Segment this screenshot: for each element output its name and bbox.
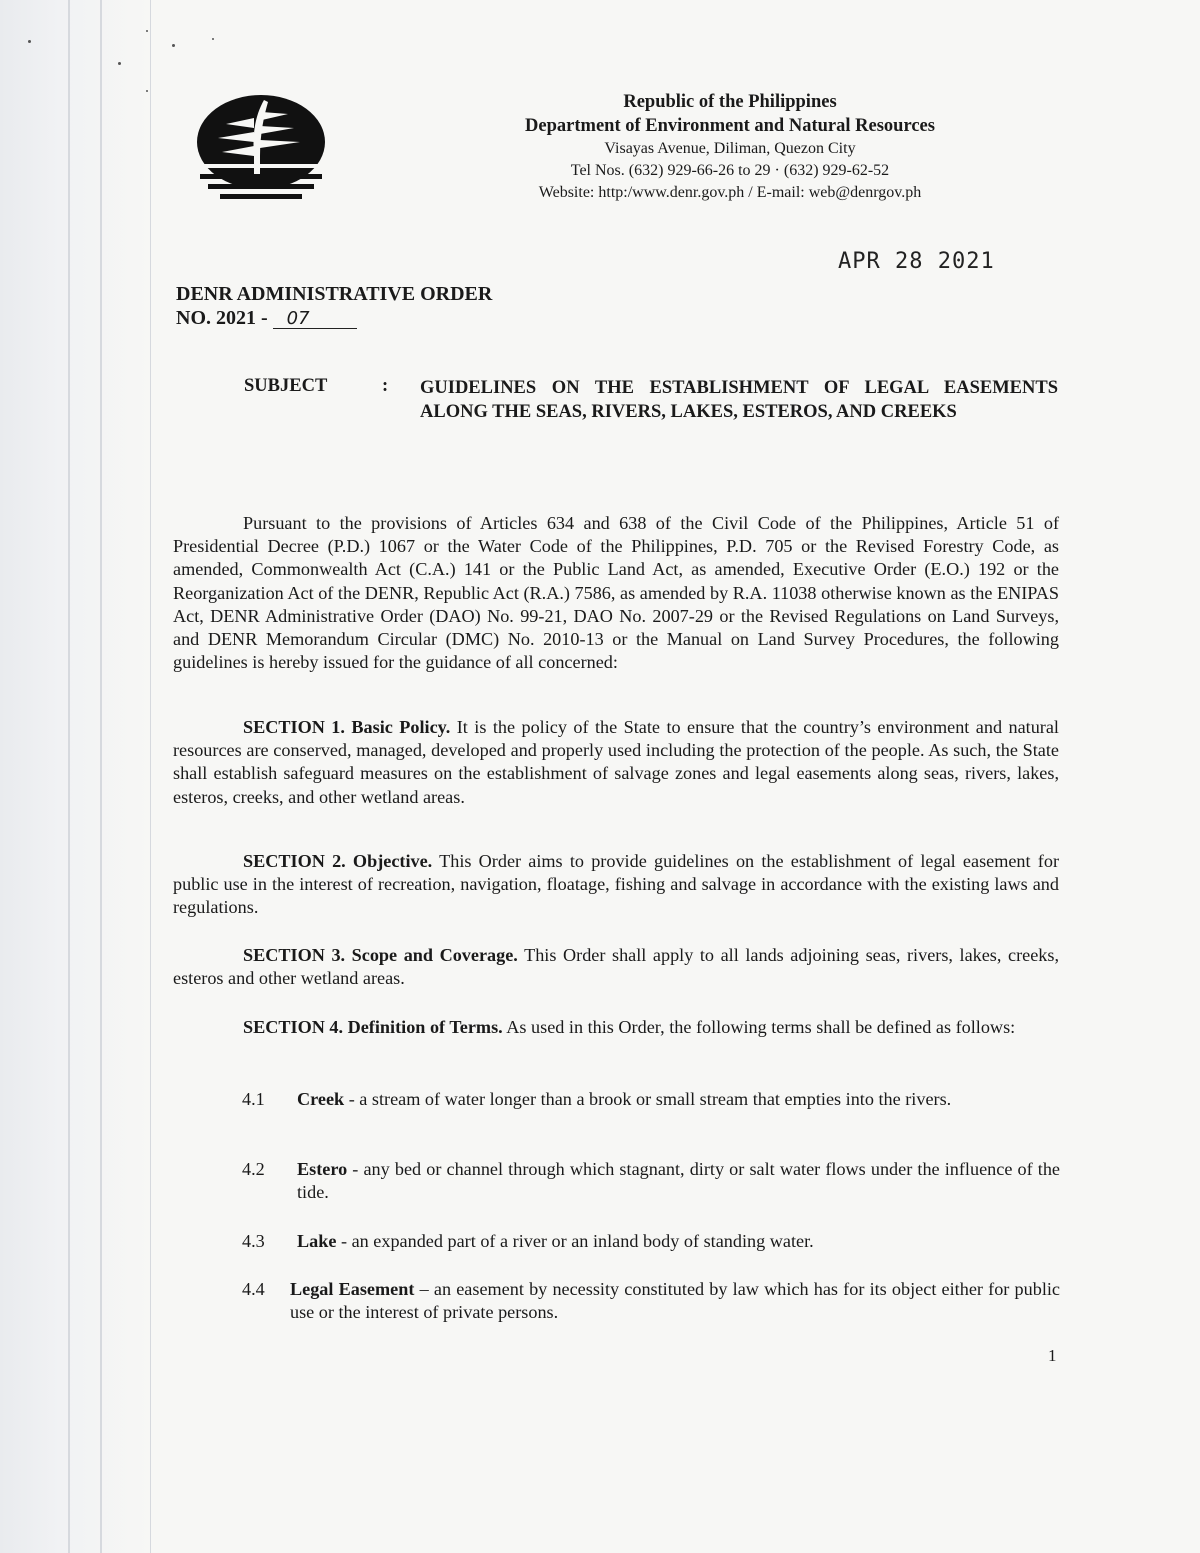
- definition-text: - a stream of water longer than a brook or small stream that empties into the rivers.: [344, 1089, 952, 1109]
- section-heading: SECTION 2. Objective.: [243, 851, 433, 871]
- scan-speck: [28, 40, 31, 43]
- definition-item: [242, 1278, 1060, 1324]
- definition-body: [297, 1230, 1060, 1253]
- letterhead-address: Visayas Avenue, Diliman, Quezon City: [604, 140, 856, 157]
- subject-colon: :: [382, 376, 389, 396]
- section-text: This Order aims to provide guidelines on the establishment of legal easement for public use in the interest of recreation, navigation, floatage, fishing and salvage in accordance with the existing laws and regulations.: [173, 851, 1059, 918]
- scan-speck: [212, 38, 214, 40]
- section-2: [173, 850, 1059, 920]
- scan-speck: [146, 30, 148, 32]
- definition-term: Estero: [297, 1159, 348, 1179]
- subject-text: GUIDELINES ON THE ESTABLISHMENT OF LEGAL EASEMENTS ALONG THE SEAS, RIVERS, LAKES, ESTEROS, AND CREEKS: [420, 378, 1058, 422]
- definition-item: [242, 1158, 1060, 1204]
- denr-logo: [196, 94, 326, 206]
- page-number: 1: [1048, 1346, 1057, 1365]
- order-number-label: NO. 2021 -: [176, 307, 273, 329]
- scan-line: [68, 0, 70, 1553]
- section-heading: SECTION 1. Basic Policy.: [243, 717, 451, 737]
- definition-number: 4.3: [242, 1231, 265, 1251]
- scan-edge-shadow: [0, 0, 150, 1553]
- intro-paragraph: Pursuant to the provisions of Articles 634 and 638 of the Civil Code of the Philippines, Article 51 of Presidential Decree (P.D.) 1067 or the Water Code of the Philippines, P.D. 705 or the Revised Forestry Code, as amended, Commonwealth Act (C.A.) 141 or the Public Land Act, as amended, Executive Order (E.O.) 192 or the Reorganization Act of the DENR, Republic Act (R.A.) 7586, as amended by R.A. 11038 otherwise known as the ENIPAS Act, DENR Administrative Order (DAO) No. 99-21, DAO No. 2007-29 or the Revised Regulations on Land Surveys, and DENR Memorandum Circular (DMC) No. 2010-13 or the Manual on Land Survey Procedures, the following guidelines is hereby issued for the guidance of all concerned:: [173, 513, 1059, 673]
- order-title: DENR ADMINISTRATIVE ORDER: [176, 283, 493, 305]
- subject-label: SUBJECT: [244, 376, 328, 396]
- scan-speck: [118, 62, 121, 65]
- section-heading: SECTION 4. Definition of Terms.: [243, 1017, 503, 1037]
- letterhead: [410, 90, 1050, 204]
- definition-term: Legal Easement: [290, 1279, 415, 1299]
- section-1: [173, 716, 1059, 809]
- section-text: It is the policy of the State to ensure that the country’s environment and natural resources are conserved, managed, developed and properly used including the protection of the people. As such, the State shall establish safeguard measures on the establishment of salvage zones and legal easements along seas, rivers, lakes, esteros, creeks, and other wetland areas.: [173, 717, 1059, 807]
- letterhead-republic: Republic of the Philippines: [623, 92, 837, 112]
- definition-number: 4.1: [242, 1089, 265, 1109]
- date-stamp: APR 28 2021: [838, 249, 995, 274]
- scan-line: [150, 0, 151, 1553]
- section-4: [173, 1016, 1059, 1039]
- definition-item: [242, 1088, 1060, 1111]
- definition-text: - any bed or channel through which stagnant, dirty or salt water flows under the influence of the tide.: [297, 1159, 1060, 1203]
- definition-term: Creek: [297, 1089, 345, 1109]
- definition-text: – an easement by necessity constituted by law which has for its object either for public use or the interest of private persons.: [290, 1279, 1060, 1323]
- definition-text: - an expanded part of a river or an inland body of standing water.: [336, 1231, 814, 1251]
- order-number-line: [176, 306, 492, 330]
- section-heading: SECTION 3. Scope and Coverage.: [243, 945, 518, 965]
- order-header: [176, 282, 492, 330]
- definition-term: Lake: [297, 1231, 337, 1251]
- scan-speck: [172, 44, 175, 47]
- definition-item: [242, 1230, 1060, 1253]
- section-text: As used in this Order, the following terms shall be defined as follows:: [502, 1017, 1016, 1037]
- definition-number: 4.4: [242, 1279, 265, 1299]
- scan-speck: [146, 90, 148, 92]
- definition-body: [297, 1088, 1060, 1111]
- scan-line: [100, 0, 102, 1553]
- definition-number: 4.2: [242, 1159, 265, 1179]
- letterhead-web: Website: http:/www.denr.gov.ph / E-mail: web@denrgov.ph: [538, 184, 922, 201]
- section-text: This Order shall apply to all lands adjoining seas, rivers, lakes, creeks, esteros and other wetland areas.: [173, 945, 1059, 989]
- letterhead-tel: Tel Nos. (632) 929-66-26 to 29 · (632) 929-62-52: [570, 162, 890, 179]
- letterhead-department: Department of Environment and Natural Resources: [525, 116, 935, 136]
- denr-tree-seal-icon: [196, 94, 326, 206]
- definition-body: [290, 1278, 1060, 1324]
- definition-body: [297, 1158, 1060, 1204]
- section-3: [173, 944, 1059, 990]
- order-number-value: 07: [273, 310, 357, 329]
